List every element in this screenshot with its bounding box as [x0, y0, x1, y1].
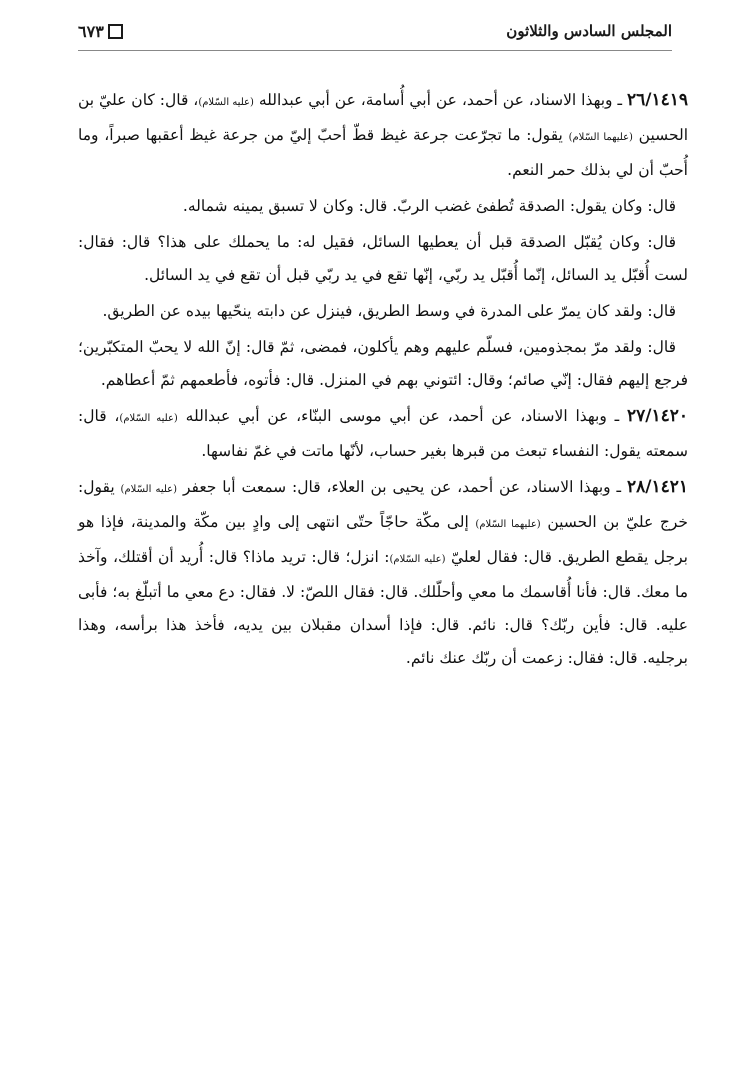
- chapter-title: المجلس السادس والثلاثون: [506, 22, 672, 40]
- paragraph-qabl: قال: وكان يُقبّل الصدقة قبل أن يعطيها السائل، فقيل له: ما يحملك على هذا؟ قال: فقال: لست أُقبّل يد السائل، إنّما أُقبّل يد ربّي، إنّها تقع في يد ربّي قبل أن تقع في يد السائل.: [78, 233, 688, 284]
- paragraph-majzumin: قال: ولقد مرّ بمجذومين، فسلّم عليهم وهم يأكلون، فمضى، ثمّ قال: إنّ الله لا يحبّ المتكبّرين؛ فرجع إليهم فقال: إنّي صائم؛ وقال: ائتوني بهم في المنزل. قال: فأتوه، فأطعمهم ثمّ أعطاهم.: [78, 338, 688, 389]
- header-rule: [78, 50, 672, 51]
- hadith-text: يقول: خرج عليّ بن الحسين: [78, 478, 688, 531]
- hadith-text: ، قال: سمعته يقول: النفساء تبعث من قبرها بغير حساب، لأنّها ماتت في غمّ نفاسها.: [78, 407, 688, 460]
- honorific: (عليه السّلام): [119, 413, 178, 424]
- honorific: (عليهما السّلام): [568, 132, 633, 143]
- square-ornament-icon: [108, 24, 123, 39]
- hadith-text: ـ وبهذا الاسناد، عن أحمد، عن يحيى بن العلاء، قال: سمعت أبا جعفر: [182, 478, 622, 496]
- hadith-text: ـ وبهذا الاسناد، عن أحمد، عن أبي أُسامة، عن أبي عبدالله: [258, 91, 623, 109]
- page-number-text: ٦٧٣: [78, 21, 104, 41]
- honorific: (عليه السّلام): [198, 97, 254, 108]
- hadith-text: ، قال: كان عليّ بن الحسين: [78, 91, 688, 144]
- honorific: (عليه السّلام): [389, 554, 446, 565]
- honorific: (عليه السّلام): [120, 484, 178, 495]
- hadith-text: ـ وبهذا الاسناد، عن أحمد، عن أبي موسى البنّاء، عن أبي عبدالله: [185, 407, 620, 425]
- hadith-1420: [78, 400, 688, 468]
- hadith-number: ٢٦/١٤١٩: [626, 90, 688, 110]
- hadith-text: : انزل؛ قال: تريد ماذا؟ قال: أُريد أن أقتلك، وآخذ ما معك. قال: فأنا أُقاسمك ما معي وأحلّلك. قال: فقال اللصّ: لا. فقال: دع معي ما أتبلّغ به؛ فأبى عليه. قال: فأين ربّك؟ قال: نائم. قال: فإذا أسدان مقبلان بين يديه، فأخذ هذا برأسه، وهذا برجليه. قال: فقال: زعمت أن ربّك عنك نائم.: [78, 548, 688, 667]
- page-body: [78, 84, 688, 678]
- hadith-number: ٢٨/١٤٢١: [626, 477, 688, 497]
- page-number: [78, 22, 127, 41]
- hadith-text: يقول: ما تجرّعت جرعة غيظ قطّ أحبّ إليّ من جرعة غيظ أعقبها صبراً، وما أُحبّ أن لي بذلك حمر النعم.: [78, 126, 688, 179]
- hadith-1419: [78, 84, 688, 187]
- paragraph-madara: قال: ولقد كان يمرّ على المدرة في وسط الطريق، فينزل عن دابته ينحّيها بيده عن الطريق.: [102, 302, 676, 320]
- running-header: [78, 18, 672, 44]
- hadith-1421: [78, 471, 688, 675]
- hadith-number: ٢٧/١٤٢٠: [627, 406, 688, 426]
- hadith-text: إلى مكّة حاجّاً حتّى انتهى إلى وادٍ بين مكّة والمدينة، فإذا هو برجل يقطع الطريق. قال: فقال لعليّ: [78, 513, 688, 566]
- paragraph-sadaqa: قال: وكان يقول: الصدقة تُطفئ غضب الربّ. قال: وكان لا تسبق يمينه شماله.: [182, 197, 676, 215]
- honorific: (عليهما السّلام): [475, 519, 541, 530]
